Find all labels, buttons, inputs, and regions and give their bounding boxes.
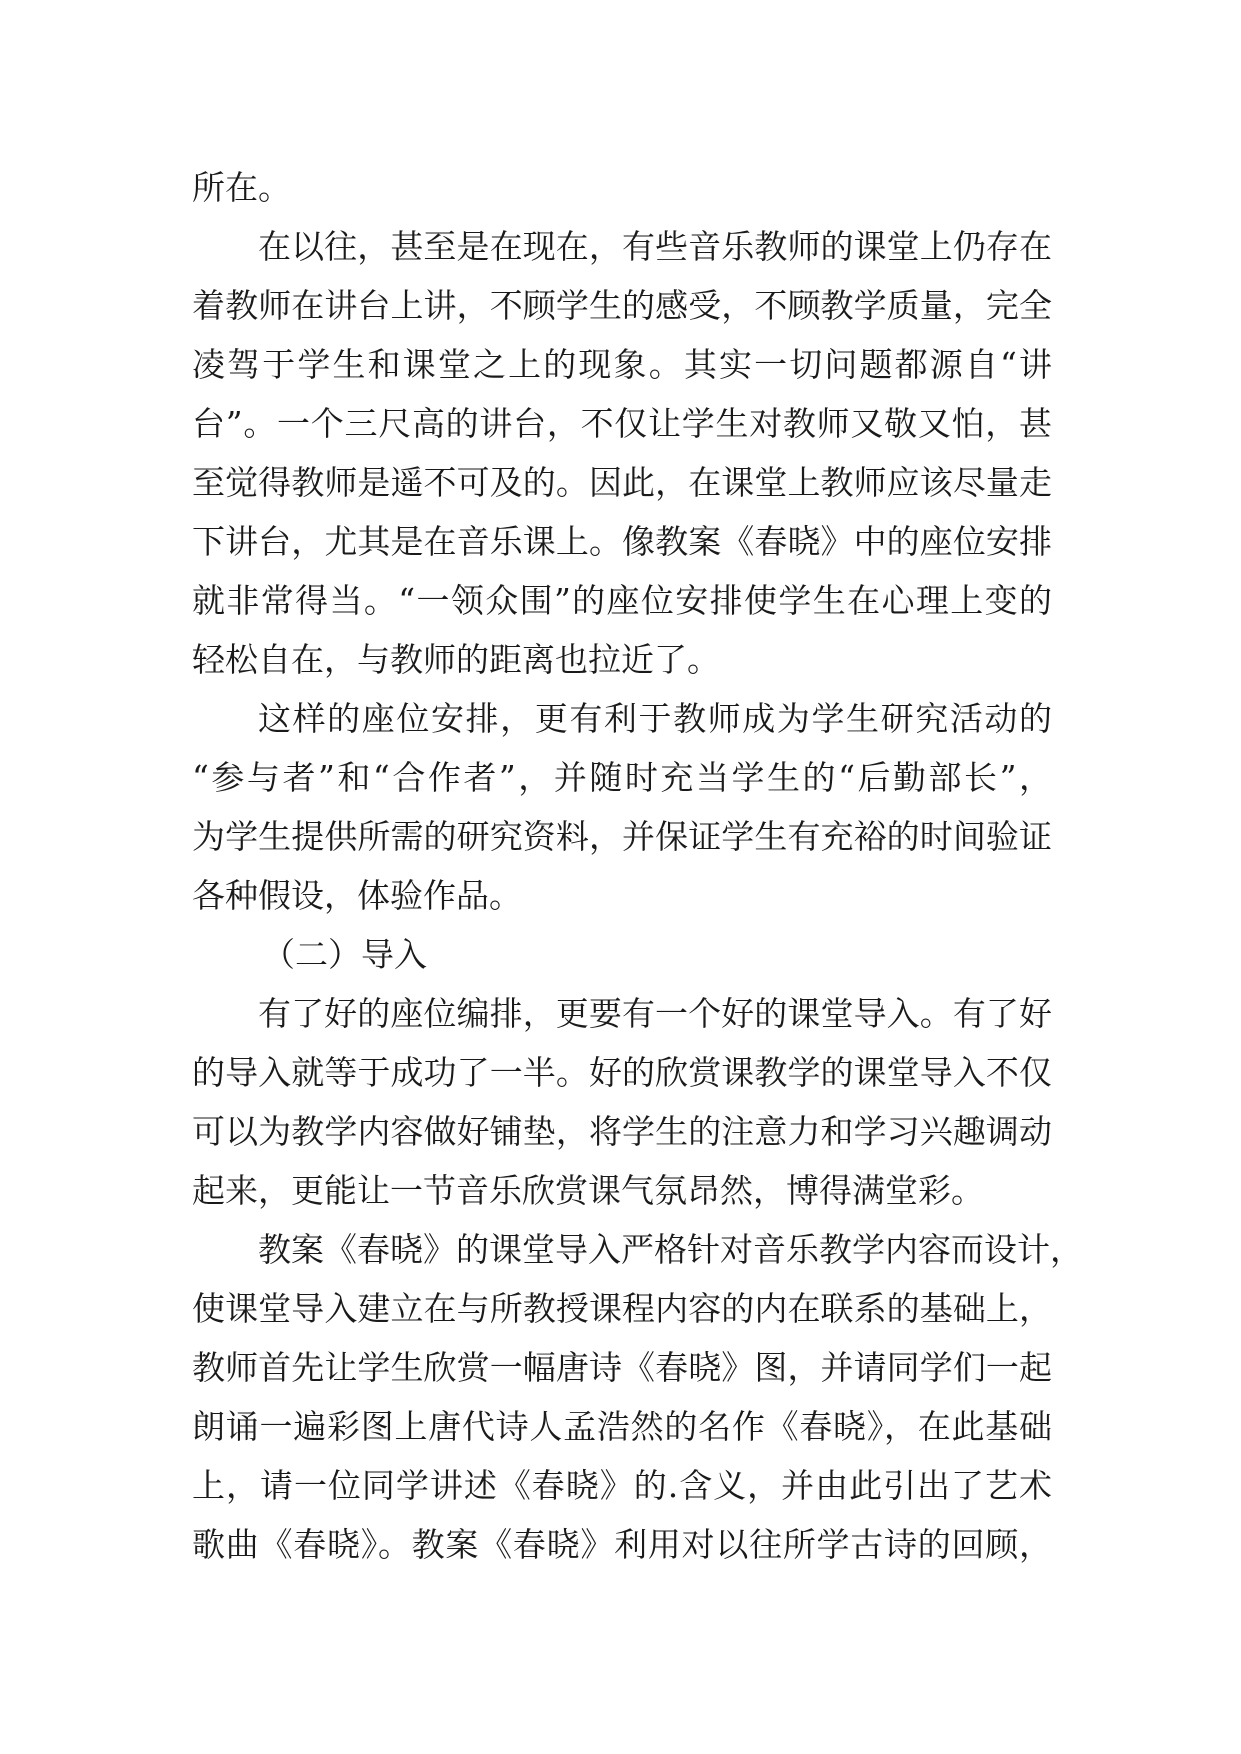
paragraph-line: 就非常得当。“一领众围”的座位安排使学生在心理上变的 — [192, 581, 1052, 620]
paragraph-line: 所在。 — [192, 168, 291, 207]
paragraph-line: 教师首先让学生欣赏一幅唐诗《春晓》图，并请同学们一起 — [192, 1348, 1052, 1387]
paragraph-line: 在以往，甚至是在现在，有些音乐教师的课堂上仍存在 — [258, 227, 1052, 266]
paragraph-line: 至觉得教师是遥不可及的。因此，在课堂上教师应该尽量走 — [192, 463, 1052, 502]
paragraph-line: 起来，更能让一节音乐欣赏课气氛昂然，博得满堂彩。 — [192, 1171, 984, 1210]
paragraph-line: 上，请一位同学讲述《春晓》的.含义，并由此引出了艺术 — [192, 1466, 1052, 1505]
paragraph-line: 可以为教学内容做好铺垫，将学生的注意力和学习兴趣调动 — [192, 1112, 1052, 1151]
paragraph-line: 台”。一个三尺高的讲台，不仅让学生对教师又敬又怕，甚 — [192, 404, 1052, 443]
paragraph-line: 的导入就等于成功了一半。好的欣赏课教学的课堂导入不仅 — [192, 1053, 1052, 1092]
paragraph-line: 这样的座位安排，更有利于教师成为学生研究活动的 — [258, 699, 1052, 738]
paragraph-line: 使课堂导入建立在与所教授课程内容的内在联系的基础上， — [192, 1289, 1052, 1328]
section-heading: （二）导入 — [262, 935, 427, 974]
paragraph-line: 有了好的座位编排，更要有一个好的课堂导入。有了好 — [258, 994, 1052, 1033]
paragraph-line: 朗诵一遍彩图上唐代诗人孟浩然的名作《春晓》，在此基础 — [192, 1407, 1052, 1446]
paragraph-line: “参与者”和“合作者”，并随时充当学生的“后勤部长”， — [192, 758, 1052, 797]
paragraph-line: 凌驾于学生和课堂之上的现象。其实一切问题都源自“讲 — [192, 345, 1052, 384]
paragraph-line: 歌曲《春晓》。教案《春晓》利用对以往所学古诗的回顾， — [192, 1525, 1052, 1564]
paragraph-line: 教案《春晓》的课堂导入严格针对音乐教学内容而设计， — [258, 1230, 1083, 1269]
paragraph-line: 轻松自在，与教师的距离也拉近了。 — [192, 640, 720, 679]
paragraph-line: 为学生提供所需的研究资料，并保证学生有充裕的时间验证 — [192, 817, 1052, 856]
paragraph-line: 下讲台，尤其是在音乐课上。像教案《春晓》中的座位安排 — [192, 522, 1052, 561]
paragraph-line: 各种假设，体验作品。 — [192, 876, 522, 915]
paragraph-line: 着教师在讲台上讲，不顾学生的感受，不顾教学质量，完全 — [192, 286, 1052, 325]
